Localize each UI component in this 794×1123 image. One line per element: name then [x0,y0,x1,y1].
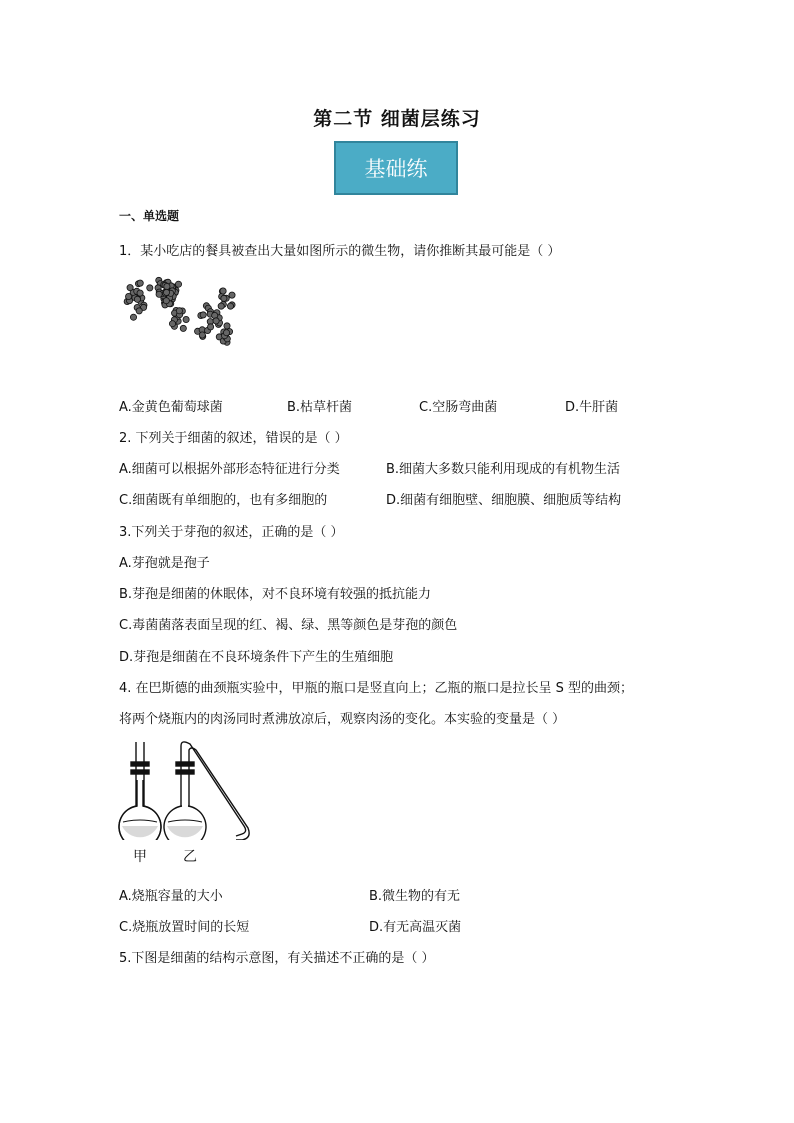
coccus-cell [134,296,140,302]
q4-option-d[interactable]: D.有无高温灭菌 [369,920,462,935]
section-heading: 一、单选题 [119,209,180,223]
coccus-cell [130,314,136,320]
page-title: 第二节 细菌层练习 [313,108,481,130]
swan-neck-flask-diagram [118,740,258,840]
q3-option-c[interactable]: C.毒菌菌落表面呈现的红、褐、绿、黑等颜色是芽孢的颜色 [119,618,458,633]
q3-option-d[interactable]: D.芽孢是细菌在不良环境条件下产生的生殖细胞 [119,650,394,665]
coccus-cell [183,316,189,322]
coccus-cell [223,330,229,336]
coccus-cell [213,318,219,324]
flask-label-jia: 甲 [133,849,147,865]
q2-option-c[interactable]: C.细菌既有单细胞的，也有多细胞的 [119,493,328,508]
coccus-cell [163,289,169,295]
coccus-cell [224,323,230,329]
q4-option-a[interactable]: A.烧瓶容量的大小 [119,889,223,904]
q1-option-b[interactable]: B.枯草杆菌 [287,400,353,415]
coccus-cell [199,332,205,338]
q3-option-a[interactable]: A.芽孢就是孢子 [119,556,210,571]
coccus-cell [164,283,170,289]
coccus-cell [136,308,142,314]
q4-option-c[interactable]: C.烧瓶放置时间的长短 [119,920,250,935]
coccus-cell [137,290,143,296]
question-5-stem: 5.下图是细菌的结构示意图，有关描述不正确的是（ ） [119,951,435,966]
q2-option-b[interactable]: B.细菌大多数只能利用现成的有机物生活 [386,462,621,477]
coccus-cell [127,285,133,291]
coccus-cell [169,321,175,327]
q1-option-a[interactable]: A.金黄色葡萄球菌 [119,400,223,415]
question-3-stem: 3.下列关于芽孢的叙述，正确的是（ ） [119,525,344,540]
coccus-cell [147,285,153,291]
coccus-cell [137,280,143,286]
coccus-cell [208,324,214,330]
q1-option-c[interactable]: C.空肠弯曲菌 [419,400,498,415]
coccus-cell [200,312,206,318]
coccus-cell [176,308,182,314]
flask-jia [119,742,161,840]
coccus-cell [180,325,186,331]
q4-option-b[interactable]: B.微生物的有无 [369,889,461,904]
question-4-stem-line1: 4. 在巴斯德的曲颈瓶实验中，甲瓶的瓶口是竖直向上；乙瓶的瓶口是拉长呈 S 型的曲颈； [119,681,634,696]
question-2-stem: 2. 下列关于细菌的叙述，错误的是（ ） [119,431,348,446]
coccus-cell [218,303,224,309]
coccus-cell [221,295,227,301]
q3-option-b[interactable]: B.芽孢是细菌的休眠体，对不良环境有较强的抵抗能力 [119,587,432,602]
flask-yi [164,742,249,840]
coccus-cell [156,291,162,297]
flask-label-yi: 乙 [183,849,197,865]
level-badge: 基础练 [334,141,458,195]
q2-option-d[interactable]: D.细菌有细胞壁、细胞膜、细胞质等结构 [386,493,622,508]
coccus-cell [220,288,226,294]
question-1-stem: 1．某小吃店的餐具被查出大量如图所示的微生物，请你推断其最可能是（ ） [119,244,561,259]
coccus-cell [227,303,233,309]
q2-option-a[interactable]: A.细菌可以根据外部形态特征进行分类 [119,462,340,477]
coccus-cell [175,281,181,287]
q1-option-d[interactable]: D.牛肝菌 [565,400,619,415]
coccus-cell [229,292,235,298]
question-4-stem-line2: 将两个烧瓶内的肉汤同时煮沸放凉后，观察肉汤的变化。本实验的变量是（ ） [119,712,566,727]
bacteria-cluster-image [122,274,236,370]
coccus-cell [163,298,169,304]
